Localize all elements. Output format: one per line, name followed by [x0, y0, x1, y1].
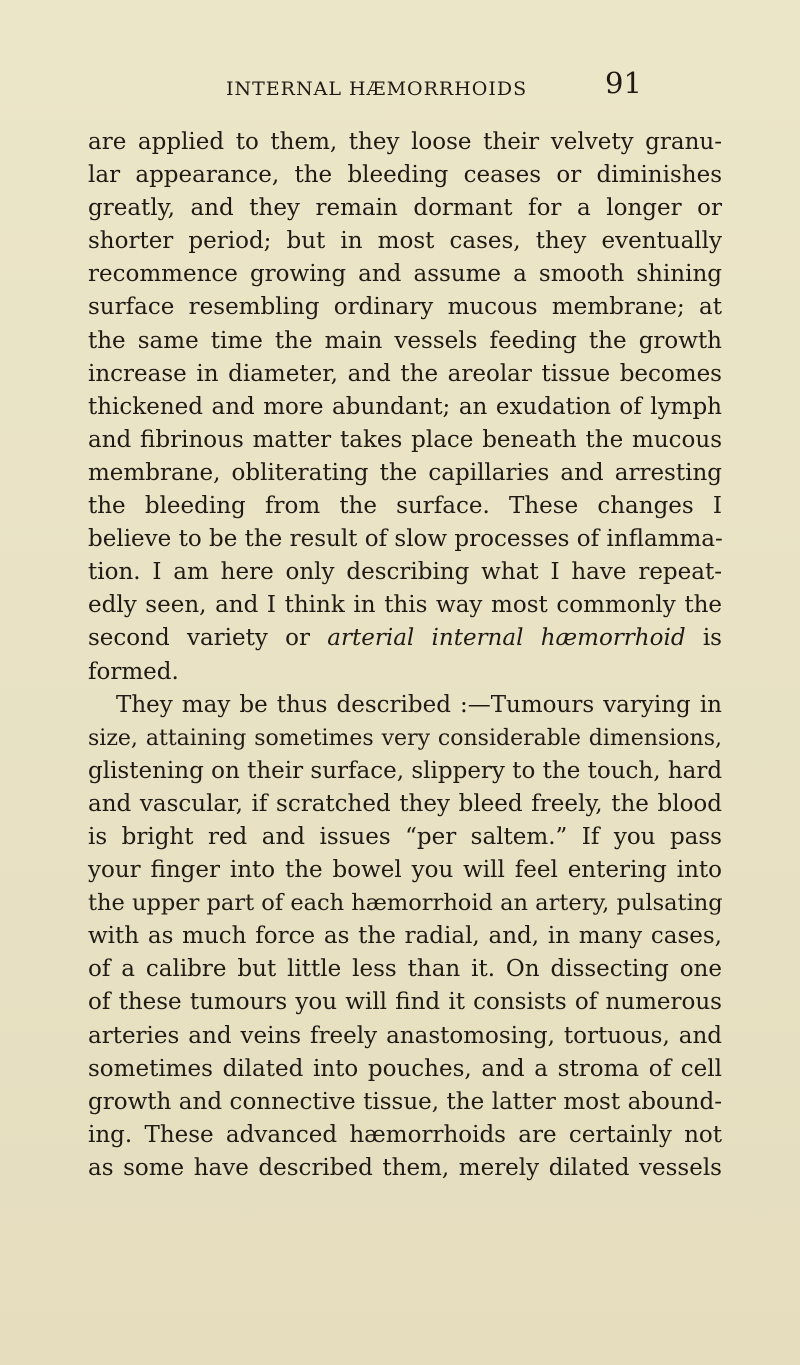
running-head: INTERNAL HÆMORRHOIDS — [226, 78, 528, 100]
text-line: membrane, obliterating the capillaries and arresting — [88, 459, 722, 486]
text-line: size, attaining sometimes very considerable dimensions, — [88, 725, 722, 751]
italic-term: arterial internal hæmorrhoid — [327, 625, 686, 652]
body-text — [88, 126, 722, 1185]
text-line: and fibrinous matter takes place beneath the mucous — [88, 426, 722, 453]
text-line: tion. I am here only describing what I have repeat- — [88, 559, 722, 586]
text-segment: second variety or — [88, 625, 328, 652]
text-line: of a calibre but little less than it. On dissecting one — [88, 956, 722, 983]
text-line: of these tumours you will find it consists of numerous — [88, 989, 722, 1016]
text-line: and vascular, if scratched they bleed freely, the blood — [88, 790, 722, 817]
text-line: shorter period; but in most cases, they eventually — [88, 228, 722, 255]
text-line: the upper part of each hæmorrhoid an artery, pulsating — [88, 890, 723, 917]
text-line: your finger into the bowel you will feel entering into — [88, 857, 722, 884]
text-line: thickened and more abundant; an exudation of lymph — [88, 393, 722, 420]
text-segment: is — [685, 625, 722, 652]
text-line: lar appearance, the bleeding ceases or diminishes — [88, 162, 722, 189]
text-line: growth and connective tissue, the latter most abound- — [88, 1088, 722, 1115]
text-line: believe to be the result of slow processes of inflamma- — [88, 526, 723, 553]
text-line: greatly, and they remain dormant for a longer or — [88, 195, 722, 222]
text-line: with as much force as the radial, and, in many cases, — [88, 923, 722, 950]
paragraph-end-line: formed. — [88, 658, 179, 685]
text-line: are applied to them, they loose their velvety granu- — [88, 129, 722, 155]
text-line: sometimes dilated into pouches, and a stroma of cell — [88, 1055, 722, 1082]
text-line: recommence growing and assume a smooth shining — [88, 261, 722, 288]
text-line: the bleeding from the surface. These changes I — [88, 493, 722, 520]
text-line: the same time the main vessels feeding the growth — [88, 327, 722, 354]
text-line: ing. These advanced hæmorrhoids are certainly not — [88, 1121, 722, 1148]
text-line: is bright red and issues “per saltem.” If you pass — [88, 823, 722, 850]
text-line: as some have described them, merely dilated vessels — [88, 1154, 722, 1181]
text-line-with-italic — [88, 622, 722, 655]
text-line: increase in diameter, and the areolar tissue becomes — [88, 360, 722, 387]
page-number: 91 — [605, 66, 642, 100]
text-line: edly seen, and I think in this way most commonly the — [88, 592, 722, 619]
text-line: arteries and veins freely anastomosing, tortuous, and — [88, 1022, 722, 1049]
text-line: surface resembling ordinary mucous membrane; at — [88, 294, 722, 321]
text-line: glistening on their surface, slippery to the touch, hard — [88, 757, 723, 784]
paragraph-start-line: They may be thus described :—Tumours varying in — [116, 691, 722, 718]
